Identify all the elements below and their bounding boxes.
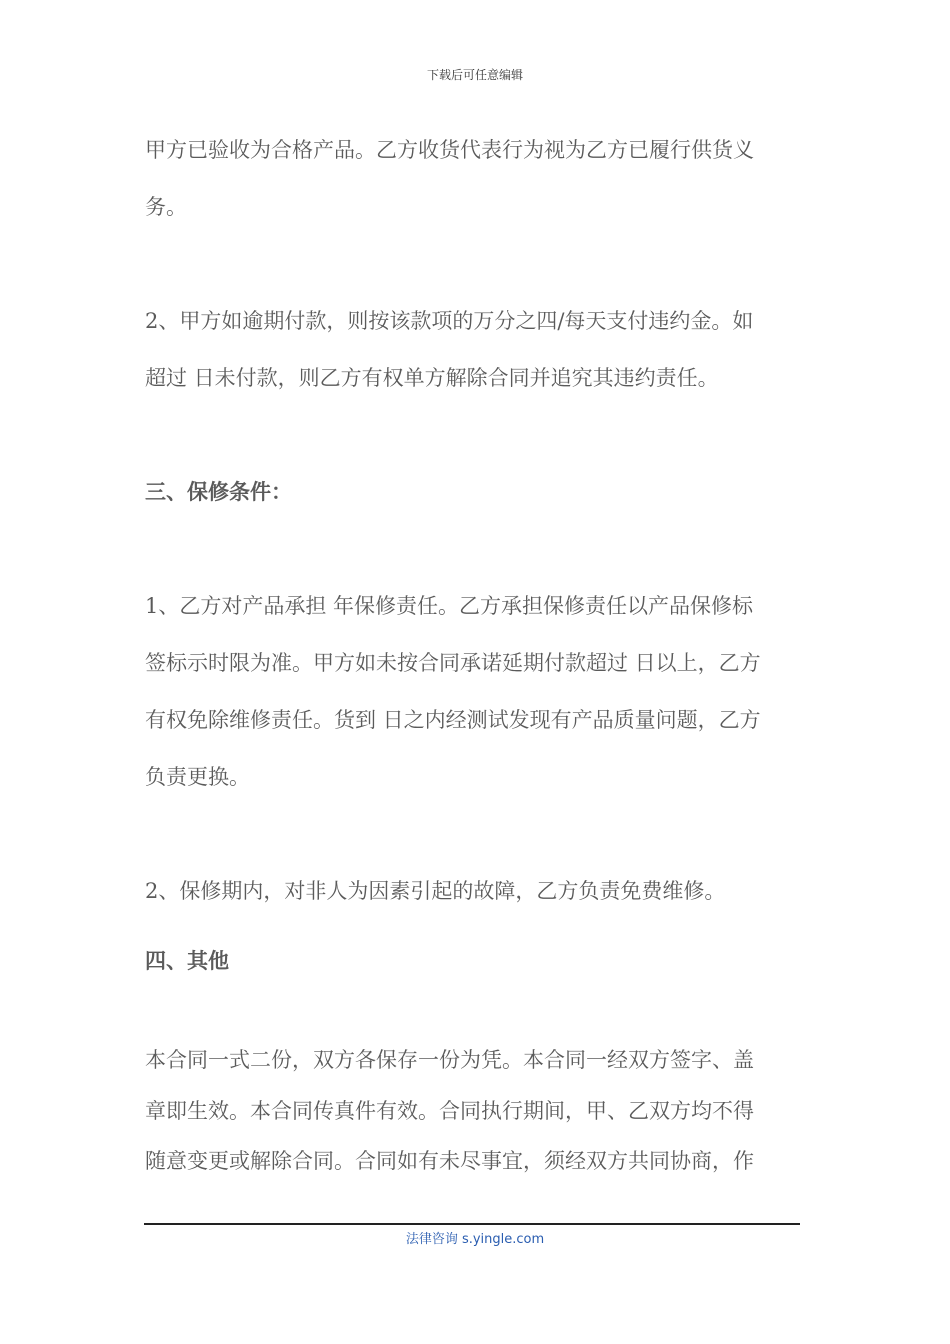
footer-link[interactable]: 法律咨询 s.yingle.com (405, 1232, 545, 1247)
paragraph-line: 本合同一式二份，双方各保存一份为凭。本合同一经双方签字、盖 (145, 1048, 754, 1072)
page-header-note: 下载后可任意编辑 (426, 68, 523, 82)
section-heading-warranty: 三、保修条件： (145, 480, 292, 504)
paragraph-line: 甲方已验收为合格产品。乙方收货代表行为视为乙方已履行供货义 (145, 138, 754, 162)
paragraph-line: 超过 日未付款，则乙方有权单方解除合同并追究其违约责任。 (145, 366, 719, 390)
paragraph-line: 2、甲方如逾期付款，则按该款项的万分之四/每天支付违约金。如 (145, 309, 754, 333)
paragraph-line: 2、保修期内，对非人为因素引起的故障，乙方负责免费维修。 (145, 879, 726, 903)
paragraph-line: 签标示时限为准。甲方如未按合同承诺延期付款超过 日以上，乙方 (145, 651, 761, 675)
paragraph-line: 有权免除维修责任。货到 日之内经测试发现有产品质量问题，乙方 (145, 708, 761, 732)
paragraph-line: 1、乙方对产品承担 年保修责任。乙方承担保修责任以产品保修标 (145, 594, 754, 618)
paragraph-line: 务。 (145, 195, 187, 219)
paragraph-line: 负责更换。 (145, 765, 250, 789)
paragraph-line: 章即生效。本合同传真件有效。合同执行期间，甲、乙双方均不得 (145, 1099, 754, 1123)
paragraph-line: 随意变更或解除合同。合同如有未尽事宜，须经双方共同协商，作 (145, 1149, 754, 1173)
section-heading-other: 四、其他 (145, 949, 229, 973)
footer-divider (144, 1223, 800, 1225)
